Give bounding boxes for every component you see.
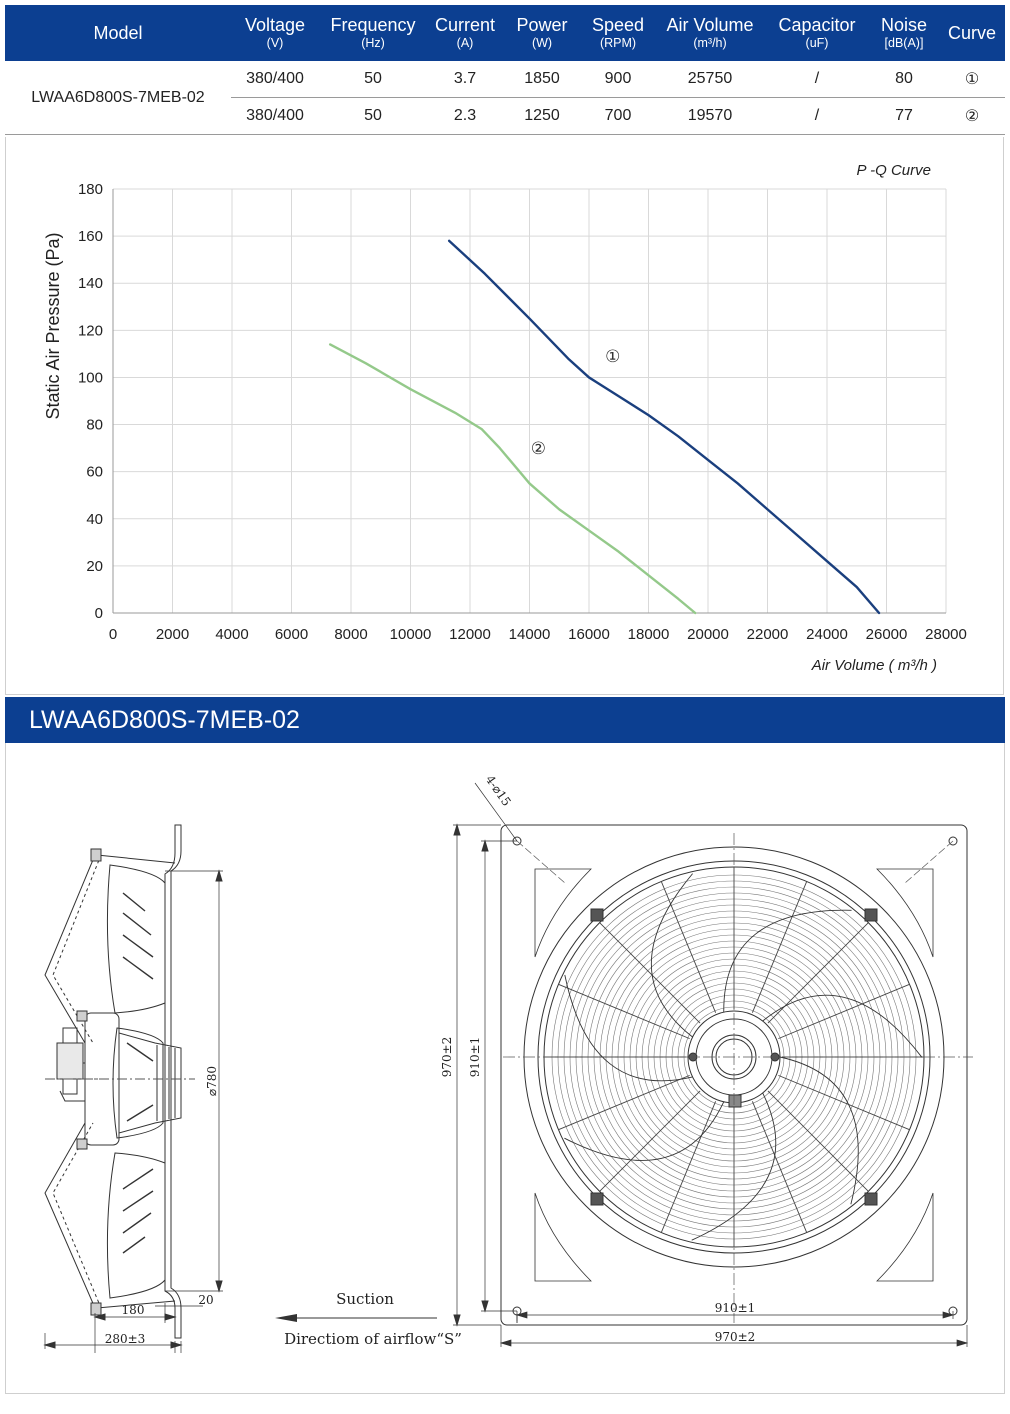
- series-line-1: [449, 241, 879, 613]
- suction-label: Suction: [336, 1290, 394, 1308]
- cell-curve: ②: [939, 98, 1005, 135]
- cell-air-volume: 25750: [655, 61, 765, 98]
- y-tick-label: 80: [86, 416, 103, 434]
- series-line-2: [330, 344, 695, 613]
- y-tick-label: 60: [86, 463, 103, 481]
- x-tick-label: 12000: [449, 626, 491, 643]
- cell-voltage: 380/400: [231, 98, 319, 135]
- x-tick-label: 10000: [389, 626, 432, 643]
- header-power: Power (W): [503, 5, 581, 61]
- model-banner: LWAA6D800S-7MEB-02: [5, 697, 1005, 743]
- x-tick-label: 8000: [334, 626, 368, 643]
- header-model: Model: [5, 5, 231, 61]
- fan-blade: [651, 874, 692, 1037]
- cell-voltage: 380/400: [231, 61, 319, 98]
- table-row: [5, 61, 1005, 98]
- dim-height-inner: 910±1: [468, 1036, 482, 1078]
- header-curve: Curve: [939, 5, 1005, 61]
- y-tick-label: 180: [77, 181, 103, 198]
- header-current: Current (A): [427, 5, 503, 61]
- model-cell: LWAA6D800S-7MEB-02: [5, 61, 231, 135]
- spec-table: [5, 5, 1005, 135]
- hole-spec: 4-⌀15: [482, 772, 514, 809]
- curve-label: ②: [530, 439, 547, 460]
- dim-width-outer: 970±2: [714, 1330, 756, 1344]
- y-tick-label: 160: [77, 228, 103, 246]
- x-tick-label: 28000: [925, 626, 967, 643]
- cell-speed: 900: [581, 61, 655, 98]
- dim-depth-total: 280±3: [104, 1332, 146, 1346]
- header-air-volume: Air Volume (m³/h): [655, 5, 765, 61]
- y-axis-label: Static Air Pressure (Pa): [43, 232, 63, 420]
- pq-chart: [5, 137, 1004, 695]
- side-view: [45, 825, 223, 1353]
- technical-drawing: [5, 743, 1005, 1394]
- x-tick-label: 18000: [627, 626, 670, 643]
- cell-speed: 700: [581, 98, 655, 135]
- cell-power: 1250: [503, 98, 581, 135]
- header-speed: Speed (RPM): [581, 5, 655, 61]
- dim-diameter: ⌀780: [205, 1065, 219, 1097]
- y-tick-label: 0: [94, 605, 103, 622]
- dim-height-outer: 970±2: [440, 1036, 454, 1078]
- airflow-arrow: [275, 1314, 437, 1322]
- x-tick-label: 14000: [508, 626, 551, 643]
- x-tick-label: 24000: [806, 626, 848, 643]
- y-tick-label: 100: [77, 369, 103, 387]
- cell-power: 1850: [503, 61, 581, 98]
- y-tick-label: 120: [77, 322, 103, 340]
- fan-blade: [564, 1102, 723, 1161]
- y-tick-label: 20: [86, 557, 103, 575]
- cell-frequency: 50: [319, 98, 427, 135]
- x-tick-label: 22000: [746, 626, 789, 643]
- header-frequency: Frequency (Hz): [319, 5, 427, 61]
- cell-noise: 80: [869, 61, 939, 98]
- x-tick-label: 2000: [155, 626, 190, 643]
- header-noise: Noise [dB(A)]: [869, 5, 939, 61]
- y-tick-label: 40: [86, 510, 103, 528]
- x-tick-label: 4000: [215, 626, 249, 643]
- x-tick-label: 20000: [687, 626, 729, 643]
- x-tick-label: 6000: [274, 626, 309, 643]
- cell-capacitor: /: [765, 98, 869, 135]
- table-header-row: [5, 5, 1005, 61]
- x-tick-label: 0: [108, 626, 118, 643]
- x-axis-label: Air Volume ( m³/h ): [811, 657, 937, 674]
- cell-noise: 77: [869, 98, 939, 135]
- dim-depth-inner: 180: [121, 1303, 145, 1317]
- header-capacitor: Capacitor (uF): [765, 5, 869, 61]
- dim-flange: 20: [198, 1293, 214, 1307]
- chart-title: P -Q Curve: [856, 162, 931, 179]
- cell-frequency: 50: [319, 61, 427, 98]
- x-tick-label: 16000: [568, 626, 610, 643]
- cell-current: 2.3: [427, 98, 503, 135]
- x-tick-label: 26000: [865, 626, 908, 643]
- front-view: [453, 783, 973, 1325]
- cell-curve: ①: [939, 61, 1005, 98]
- airflow-label: Directiom of airflow“S”: [284, 1330, 462, 1348]
- cell-current: 3.7: [427, 61, 503, 98]
- curve-label: ①: [605, 347, 621, 368]
- dim-width-inner: 910±1: [714, 1301, 756, 1315]
- cell-capacitor: /: [765, 61, 869, 98]
- cell-air-volume: 19570: [655, 98, 765, 135]
- y-tick-label: 140: [77, 275, 103, 293]
- header-voltage: Voltage (V): [231, 5, 319, 61]
